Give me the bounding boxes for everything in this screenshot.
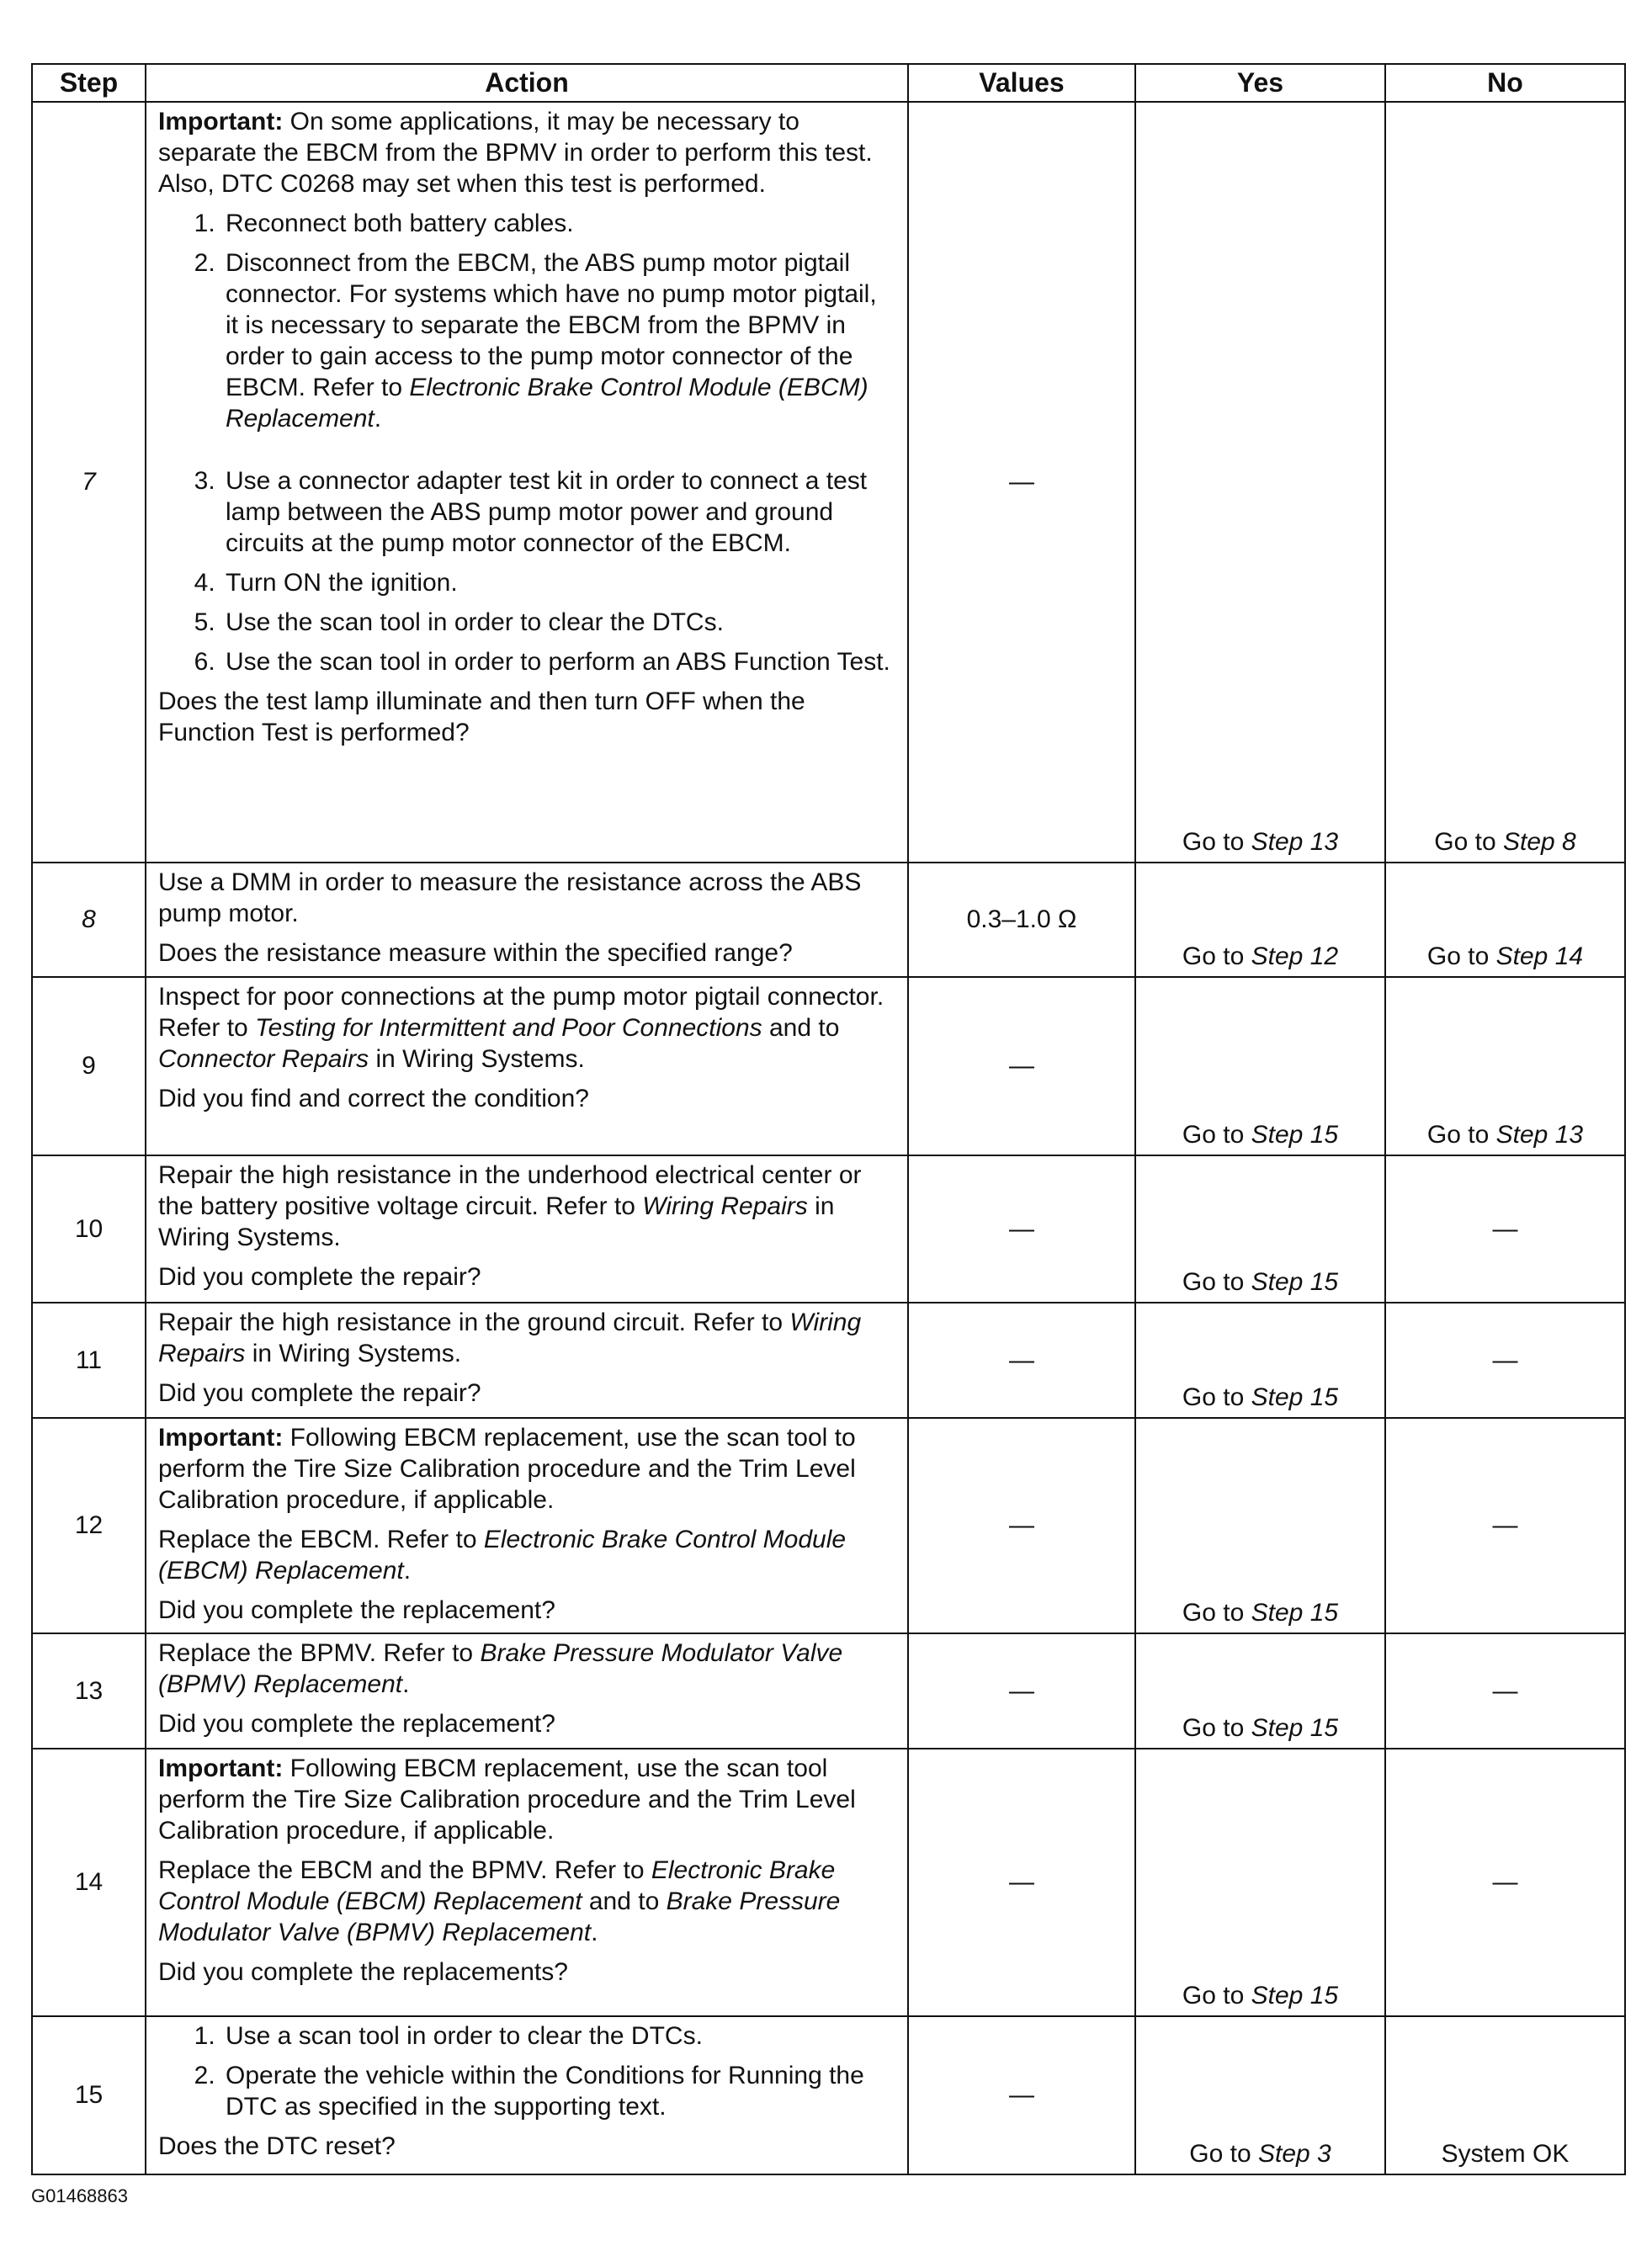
table-row-step-7 (32, 102, 1625, 863)
no-cell: — (1385, 1303, 1625, 1418)
yes-cell (1135, 102, 1385, 863)
list-item: 4. Turn ON the ignition. (222, 567, 895, 598)
yes-cell (1135, 1633, 1385, 1749)
question-text: Did you complete the repair? (158, 1379, 481, 1407)
yes-target: Step 12 (1251, 942, 1339, 970)
no-cell (1385, 102, 1625, 863)
goto-prefix: Go to (1182, 1268, 1251, 1296)
important-note (158, 1422, 895, 1516)
action-cell (146, 1155, 908, 1303)
header-no: No (1385, 64, 1625, 102)
question-text: Did you complete the replacement? (158, 1596, 555, 1624)
step-number: 13 (32, 1633, 146, 1749)
no-cell: — (1385, 1633, 1625, 1749)
yes-cell (1135, 863, 1385, 977)
goto-prefix: Go to (1182, 1121, 1251, 1149)
goto-prefix: Go to (1182, 1982, 1251, 2010)
yes-cell (1135, 977, 1385, 1155)
header-row (32, 64, 1625, 102)
table-row-step-14 (32, 1749, 1625, 2016)
question-text: Did you find and correct the condition? (158, 1085, 589, 1112)
action-cell (146, 1749, 908, 2016)
no-target: Step 8 (1502, 828, 1576, 856)
value-cell: — (908, 977, 1135, 1155)
goto-prefix: Go to (1182, 1599, 1251, 1627)
action-cell (146, 977, 908, 1155)
item-text: Disconnect from the EBCM, the ABS pump motor pigtail connector. For systems which have no pump motor pigtail, it is necessary to separate the EBCM from the BPMV in order to gain access to the pump motor connector of the EBCM. Refer to (226, 249, 877, 401)
no-target: Step 13 (1495, 1121, 1584, 1149)
table-row-step-15 (32, 2016, 1625, 2174)
step-number: 12 (32, 1418, 146, 1633)
text-part: Repair the high resistance in the underhood electrical center or the battery positive voltage circuit. Refer to (158, 1161, 862, 1220)
yes-target: Step 15 (1251, 1714, 1339, 1742)
no-target: Step 14 (1495, 942, 1584, 970)
figure-id: G01468863 (31, 2185, 128, 2206)
diagnostic-table-sheet (31, 63, 1624, 2175)
text-part: . (402, 1670, 410, 1698)
question-text: Did you complete the repair? (158, 1263, 481, 1291)
procedure-list (158, 208, 895, 677)
value-cell: — (908, 1633, 1135, 1749)
value-cell: — (908, 1749, 1135, 2016)
text-part: in Wiring Systems. (158, 1192, 835, 1251)
goto-prefix: Go to (1426, 942, 1496, 970)
value-cell: — (908, 2016, 1135, 2174)
important-label: Important: (158, 1755, 284, 1782)
yes-target: Step 15 (1251, 1982, 1339, 2010)
text-part: and to (582, 1887, 667, 1915)
yes-target: Step 15 (1251, 1599, 1339, 1627)
action-text: Use a DMM in order to measure the resistance across the ABS pump motor. (158, 868, 862, 927)
reference-link: Electronic Brake Control Module (EBCM) Replacement (158, 1856, 836, 1915)
step-number: 7 (32, 102, 146, 863)
table-row-step-9 (32, 977, 1625, 1155)
value-cell: — (908, 1303, 1135, 1418)
question-text: Does the DTC reset? (158, 2132, 396, 2160)
step-number: 10 (32, 1155, 146, 1303)
text-part: Inspect for poor connections at the pump motor pigtail connector. Refer to (158, 983, 884, 1042)
list-item: 3. Use a connector adapter test kit in order to connect a test lamp between the ABS pump motor power and ground circuits at the pump motor connector of the EBCM. (222, 465, 895, 559)
reference-link: Brake Pressure Modulator Valve (BPMV) Replacement (158, 1639, 843, 1698)
action-text (158, 1160, 895, 1253)
list-item: 1. Use a scan tool in order to clear the DTCs. (222, 2020, 895, 2052)
reference-link: Electronic Brake Control Module (EBCM) Replacement (226, 374, 868, 433)
list-item: 5. Use the scan tool in order to clear the DTCs. (222, 607, 895, 638)
table-row-step-12 (32, 1418, 1625, 1633)
action-text (158, 1855, 895, 1948)
procedure-list (158, 2020, 895, 2122)
no-cell: — (1385, 1418, 1625, 1633)
table-row-step-10 (32, 1155, 1625, 1303)
yes-target: Step 15 (1251, 1121, 1339, 1149)
table-row-step-13 (32, 1633, 1625, 1749)
step-number: 14 (32, 1749, 146, 2016)
question-text: Did you complete the replacements? (158, 1958, 568, 1986)
no-cell: System OK (1385, 2016, 1625, 2174)
reference-link: Connector Repairs (158, 1045, 369, 1073)
yes-cell (1135, 1418, 1385, 1633)
list-item: 2. Operate the vehicle within the Conditions for Running the DTC as specified in the supporting text. (222, 2060, 895, 2122)
table-row-step-8 (32, 863, 1625, 977)
header-values: Values (908, 64, 1135, 102)
value-cell: — (908, 1155, 1135, 1303)
text-part: in Wiring Systems. (245, 1340, 462, 1367)
value-cell: 0.3–1.0 Ω (908, 863, 1135, 977)
table-row-step-11 (32, 1303, 1625, 1418)
action-text (158, 1307, 895, 1369)
no-cell: — (1385, 1155, 1625, 1303)
reference-link: Wiring Repairs (158, 1309, 862, 1367)
important-label: Important: (158, 108, 284, 135)
list-item: 6. Use the scan tool in order to perform an ABS Function Test. (222, 646, 895, 677)
text-part: Replace the EBCM and the BPMV. Refer to (158, 1856, 651, 1884)
action-cell (146, 863, 908, 977)
item-text-end: . (374, 405, 382, 433)
goto-prefix: Go to (1182, 828, 1251, 856)
important-text: Following EBCM replacement, use the scan tool perform the Tire Size Calibration procedure and the Trim Level Calibration procedure, if applicable. (158, 1755, 856, 1845)
action-text (158, 1638, 895, 1700)
text-part: in Wiring Systems. (369, 1045, 585, 1073)
text-part: . (403, 1557, 412, 1585)
yes-cell (1135, 1155, 1385, 1303)
no-cell (1385, 863, 1625, 977)
value-cell: — (908, 1418, 1135, 1633)
yes-cell (1135, 1749, 1385, 2016)
step-number: 11 (32, 1303, 146, 1418)
reference-link: Wiring Repairs (642, 1192, 808, 1220)
action-cell (146, 2016, 908, 2174)
important-note (158, 106, 895, 199)
important-note (158, 1753, 895, 1846)
goto-prefix: Go to (1182, 1383, 1251, 1411)
value-cell: — (908, 102, 1135, 863)
yes-target: Step 15 (1251, 1268, 1339, 1296)
no-cell: — (1385, 1749, 1625, 2016)
important-label: Important: (158, 1424, 284, 1452)
text-part: . (591, 1919, 598, 1946)
step-number: 15 (32, 2016, 146, 2174)
goto-prefix: Go to (1182, 1714, 1251, 1742)
yes-cell (1135, 1303, 1385, 1418)
text-part: Repair the high resistance in the ground circuit. Refer to (158, 1309, 790, 1336)
action-cell (146, 1303, 908, 1418)
yes-target: Step 15 (1251, 1383, 1339, 1411)
list-item: 1. Reconnect both battery cables. (222, 208, 895, 239)
text-part: Replace the EBCM. Refer to (158, 1526, 484, 1553)
no-cell (1385, 977, 1625, 1155)
header-yes: Yes (1135, 64, 1385, 102)
action-text (158, 1524, 895, 1586)
goto-prefix: Go to (1182, 942, 1251, 970)
text-part: Replace the BPMV. Refer to (158, 1639, 481, 1667)
yes-target: Step 13 (1251, 828, 1339, 856)
diagnostic-table (31, 63, 1626, 2175)
important-text: Following EBCM replacement, use the scan tool to perform the Tire Size Calibration procedure and the Trim Level Calibration procedure, if applicable. (158, 1424, 856, 1514)
reference-link: Brake Pressure Modulator Valve (BPMV) Replacement (158, 1887, 841, 1946)
action-cell (146, 1633, 908, 1749)
reference-link: Electronic Brake Control Module (EBCM) Replacement (158, 1526, 847, 1585)
goto-prefix: Go to (1434, 828, 1503, 856)
action-cell (146, 102, 908, 863)
important-text: On some applications, it may be necessary to separate the EBCM from the BPMV in order to perform this test. Also, DTC C0268 may set when this test is performed. (158, 108, 873, 198)
goto-prefix: Go to (1189, 2140, 1258, 2168)
step-number: 8 (32, 863, 146, 977)
question-text: Does the resistance measure within the specified range? (158, 939, 793, 967)
action-text (158, 981, 895, 1075)
yes-target: Step 3 (1257, 2140, 1331, 2168)
goto-prefix: Go to (1426, 1121, 1496, 1149)
yes-cell (1135, 2016, 1385, 2174)
header-action: Action (146, 64, 908, 102)
text-part: and to (762, 1014, 840, 1042)
header-step: Step (32, 64, 146, 102)
question-text: Does the test lamp illuminate and then turn OFF when the Function Test is performed? (158, 688, 805, 746)
question-text: Did you complete the replacement? (158, 1710, 555, 1738)
list-item (222, 247, 895, 434)
reference-link: Testing for Intermittent and Poor Connections (255, 1014, 762, 1042)
action-cell (146, 1418, 908, 1633)
step-number: 9 (32, 977, 146, 1155)
